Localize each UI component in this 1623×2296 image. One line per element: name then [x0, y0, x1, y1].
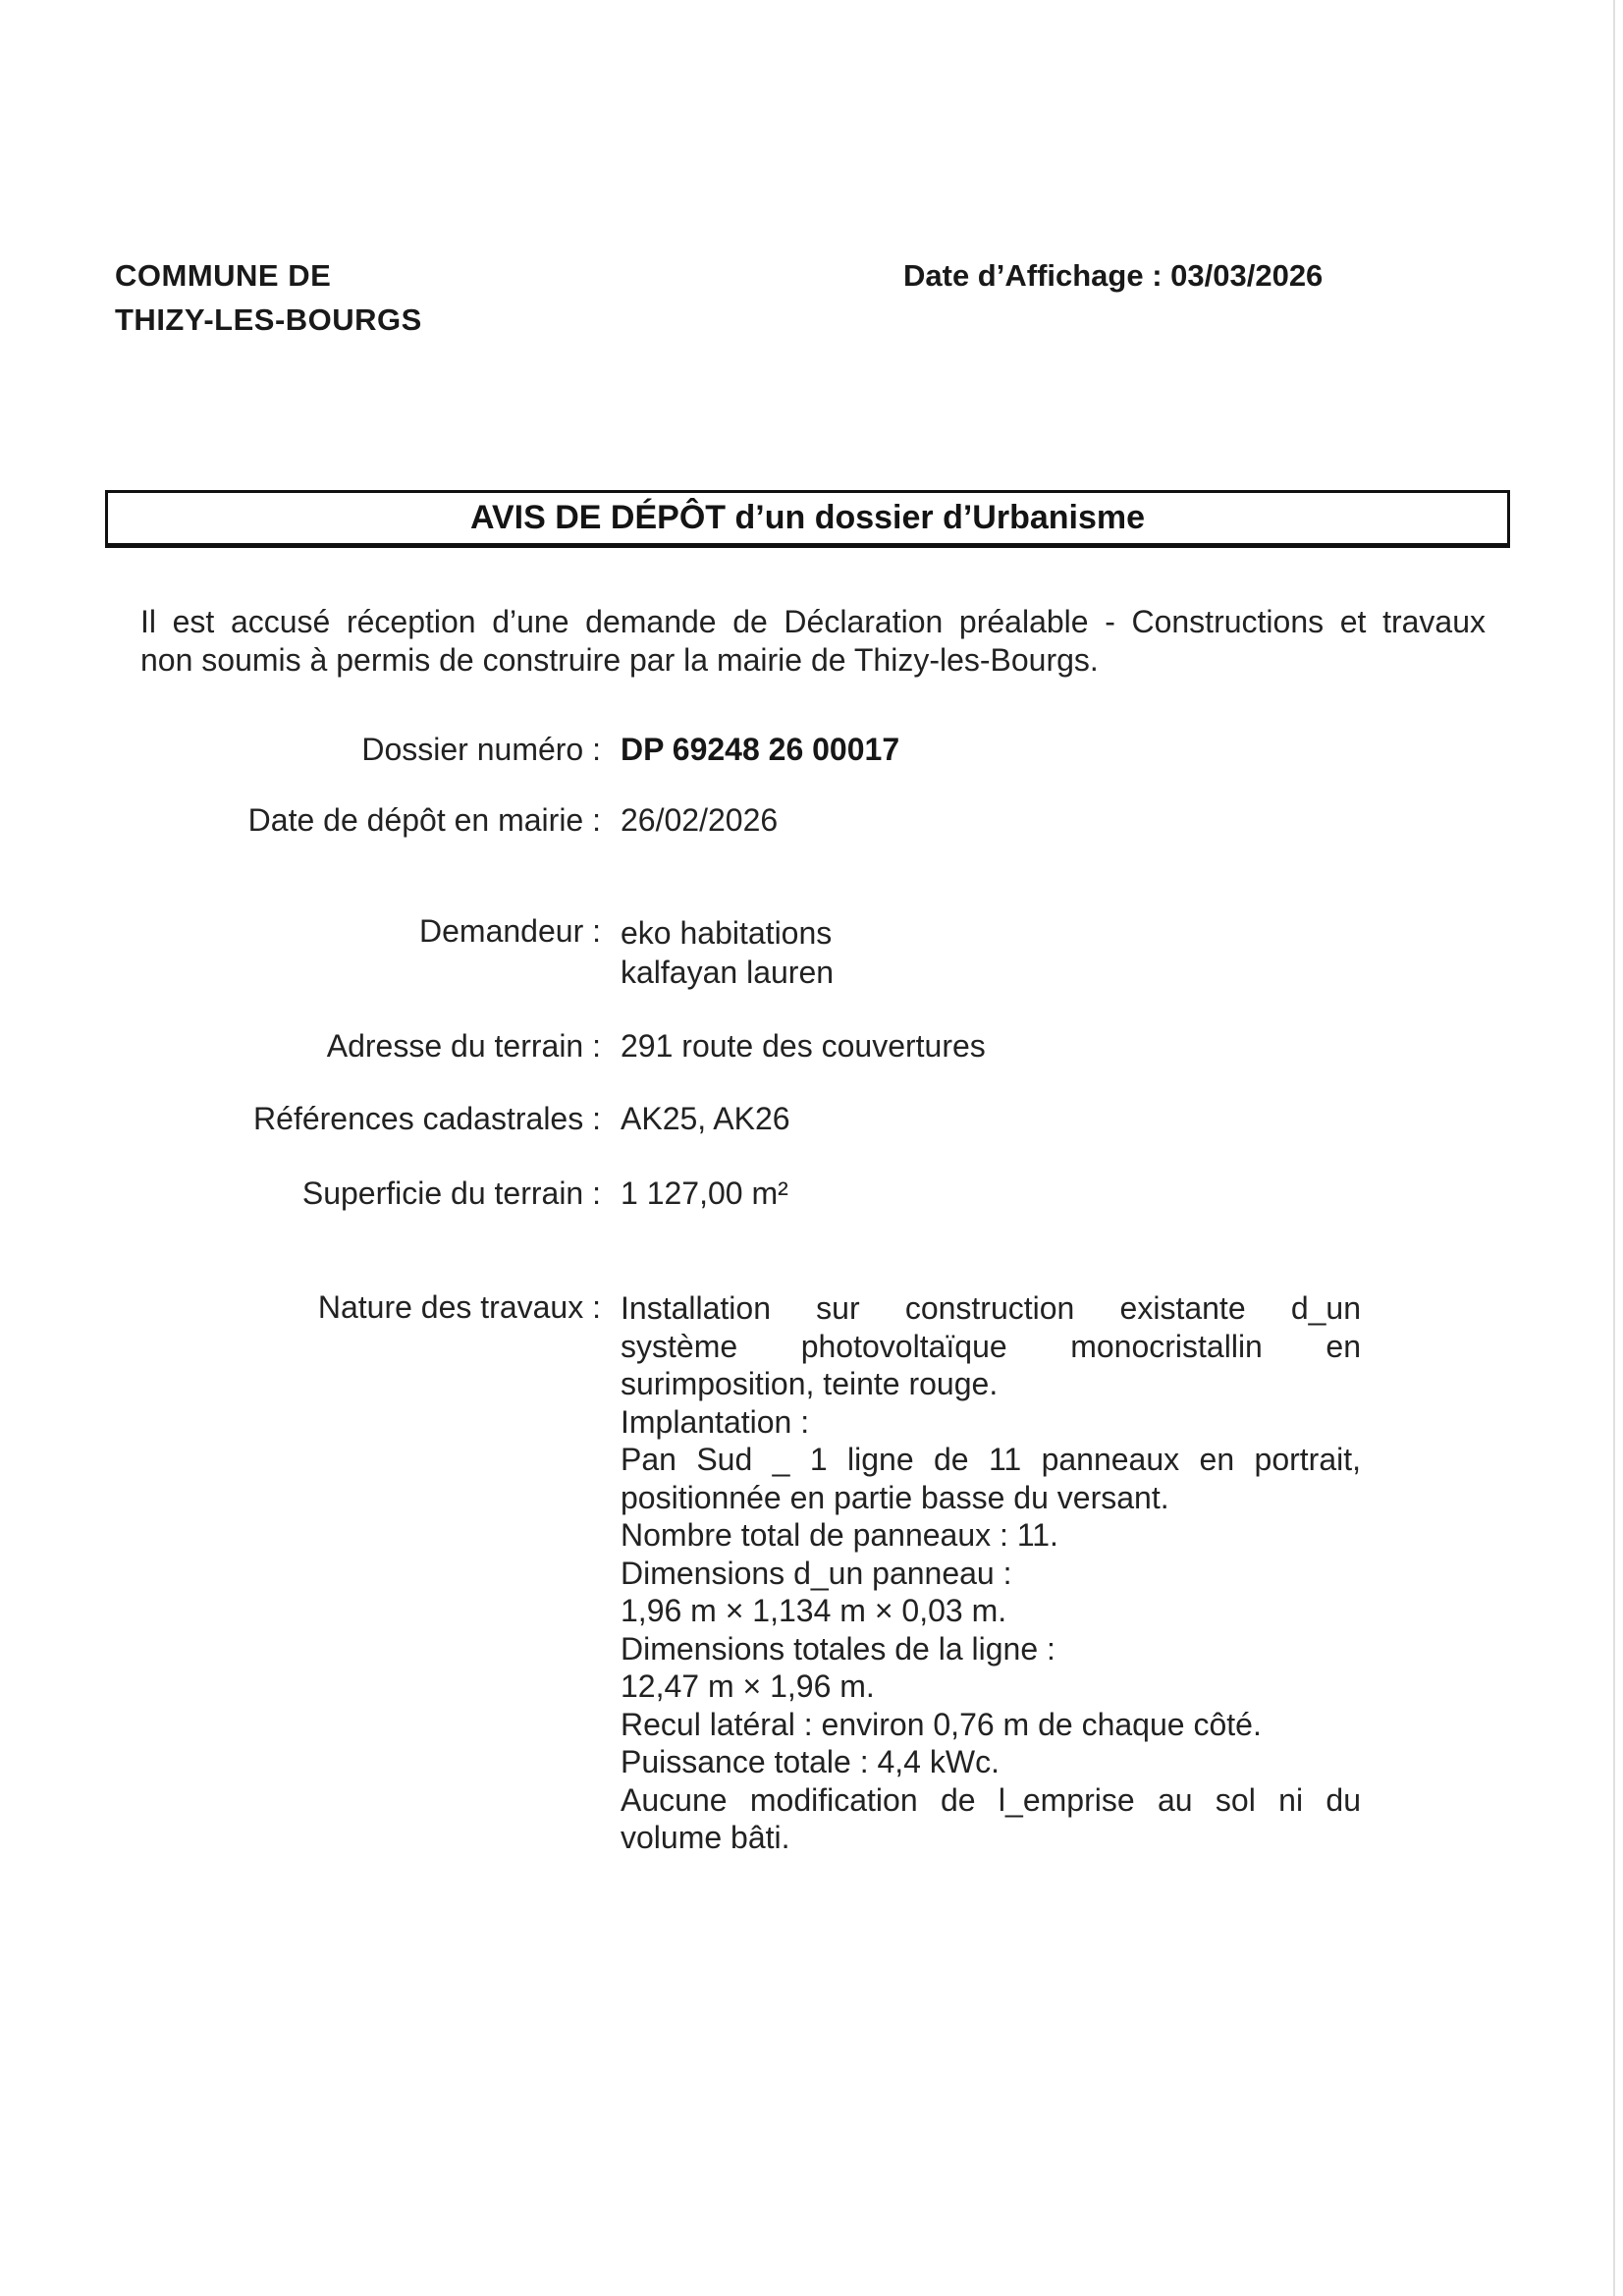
demandeur-line2: kalfayan lauren: [621, 955, 835, 990]
demandeur-label: Demandeur :: [419, 913, 601, 949]
commune-header: [115, 253, 422, 342]
nature-line: Recul latéral : environ 0,76 m de chaque côté.: [621, 1706, 1262, 1742]
references-value: AK25, AK26: [621, 1101, 790, 1136]
demandeur-value: [621, 913, 1504, 992]
nature-line: Dimensions d_un panneau :: [621, 1555, 1012, 1591]
dossier-label: Dossier numéro :: [361, 732, 601, 767]
nature-line: Nombre total de panneaux : 11.: [621, 1517, 1058, 1553]
superficie-value: 1 127,00 m²: [621, 1175, 788, 1211]
nature-line: 1,96 m × 1,134 m × 0,03 m.: [621, 1593, 1007, 1628]
superficie-label: Superficie du terrain :: [301, 1175, 601, 1211]
nature-line: volume bâti.: [621, 1820, 790, 1855]
adresse-value: 291 route des couvertures: [621, 1028, 986, 1064]
nature-line: positionnée en partie basse du versant.: [621, 1479, 1169, 1515]
dossier-value: DP 69248 26 00017: [621, 732, 900, 767]
title-box: [105, 490, 1510, 548]
nature-value: [621, 1289, 1361, 1857]
demandeur-line1: eko habitations: [621, 915, 833, 951]
scan-edge-artifact: [1613, 0, 1615, 2296]
nature-line: Implantation :: [621, 1403, 810, 1440]
document-title: AVIS DE DÉPÔT d’un dossier d’Urbanisme: [469, 499, 1146, 536]
nature-line: Aucune modification de l_emprise au sol ni du: [621, 1781, 1361, 1818]
intro-line: non soumis à permis de construire par la mairie de Thizy-les-Bourgs.: [140, 642, 1099, 678]
commune-line2: THIZY-LES-BOURGS: [115, 302, 422, 337]
nature-line: système photovoltaïque monocristallin en: [621, 1328, 1361, 1364]
references-label: Références cadastrales :: [253, 1101, 601, 1136]
nature-label: Nature des travaux :: [317, 1289, 601, 1325]
date-depot-value: 26/02/2026: [621, 802, 779, 838]
nature-line: Installation sur construction existante d_un: [621, 1290, 1361, 1326]
intro-paragraph: [140, 603, 1486, 680]
date-affichage: Date d’Affichage : 03/03/2026: [903, 258, 1324, 293]
nature-line: Puissance totale : 4,4 kWc.: [621, 1744, 1000, 1779]
intro-line: Il est accusé réception d’une demande de Déclaration préalable - Constructions et travaux: [140, 604, 1486, 639]
nature-line: Pan Sud _ 1 ligne de 11 panneaux en portrait,: [621, 1442, 1361, 1477]
nature-line: Dimensions totales de la ligne :: [621, 1630, 1055, 1667]
nature-line: 12,47 m × 1,96 m.: [621, 1668, 875, 1704]
commune-line1: COMMUNE DE: [115, 258, 332, 293]
nature-line: surimposition, teinte rouge.: [621, 1366, 999, 1401]
date-depot-label: Date de dépôt en mairie :: [247, 802, 601, 838]
adresse-label: Adresse du terrain :: [326, 1028, 601, 1064]
